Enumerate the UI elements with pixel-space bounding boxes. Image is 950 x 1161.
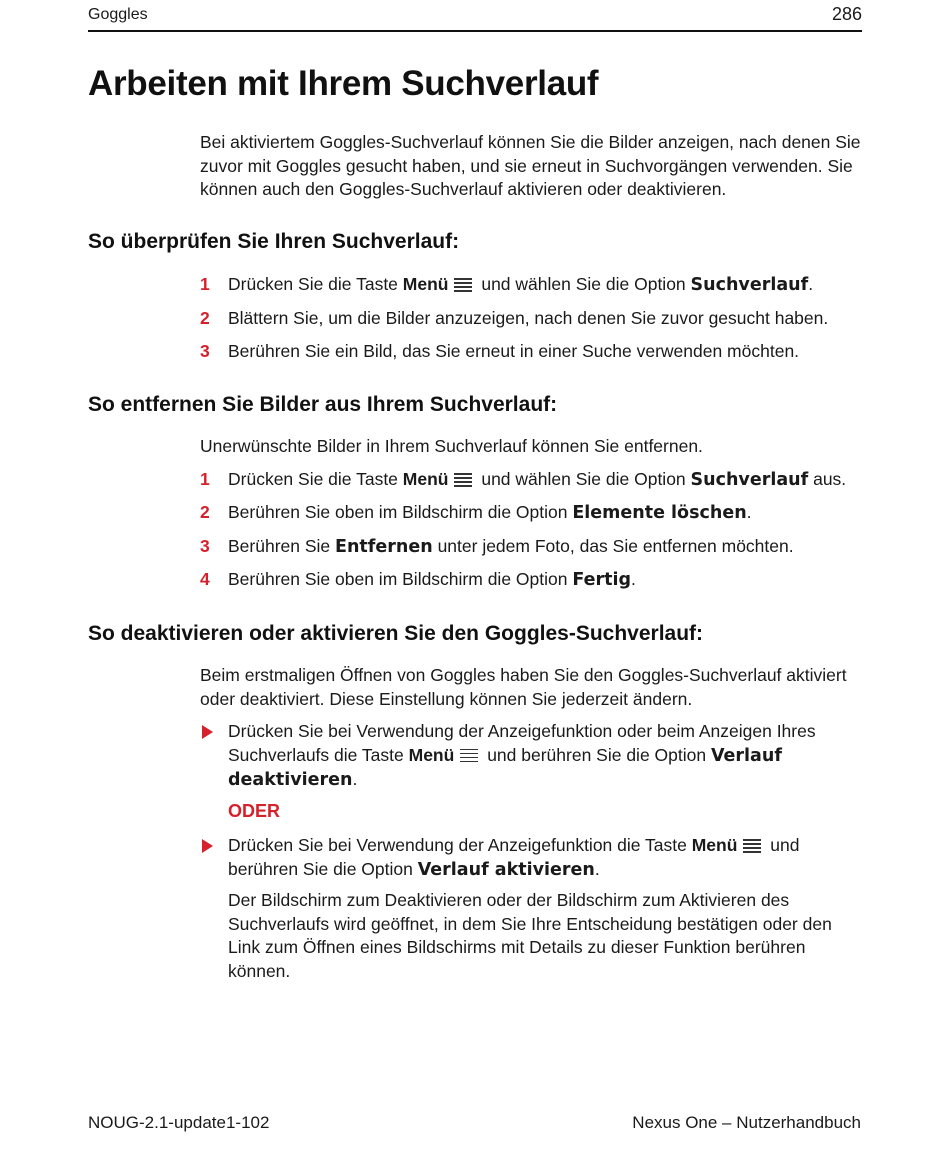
menu-key-label: Menü — [691, 835, 738, 855]
option-label: Suchverlauf — [690, 470, 809, 490]
note-paragraph: Der Bildschirm zum Deaktivieren oder der Bildschirm zum Aktivieren des Suchverlaufs wird geöffnet, in dem Sie Ihre Entscheidung bestätigen oder den Link zum Öffnen eines Bildschirms mit Details zu dieser Funktion berühren können. — [228, 890, 832, 981]
step-number: 1 — [200, 274, 210, 294]
step-number: 1 — [200, 469, 210, 489]
option-label: Suchverlauf — [690, 275, 809, 295]
option-label: Elemente löschen — [572, 503, 747, 523]
page-header — [88, 4, 862, 32]
menu-key-label: Menü — [402, 274, 449, 294]
section-intro: Beim erstmaligen Öffnen von Goggles haben Sie den Goggles-Suchverlauf aktiviert oder deaktiviert. Diese Einstellung können Sie jederzeit ändern. — [200, 665, 847, 709]
footer-manual-title: Nexus One – Nutzerhandbuch — [632, 1113, 861, 1132]
page-title: Arbeiten mit Ihrem Suchverlauf — [88, 64, 599, 103]
step-text: Blättern Sie, um die Bilder anzuzeigen, nach denen Sie zuvor gesucht haben. — [228, 308, 829, 328]
step-text: Drücken Sie die Taste Menü und wählen Sie die Option Suchverlauf aus. — [228, 469, 847, 490]
menu-key-label: Menü — [402, 469, 449, 489]
header-section-title: Goggles — [88, 6, 148, 23]
step-number: 2 — [200, 308, 210, 328]
menu-key-label: Menü — [408, 744, 455, 765]
page-number: 286 — [831, 4, 862, 24]
intro-paragraph: Bei aktiviertem Goggles-Suchverlauf können Sie die Bilder anzeigen, nach denen Sie zuvor mit Goggles gesucht haben, und sie erneut in Suchvorgängen verwenden. Sie können auch den Goggles-Suchverlauf aktivieren oder deaktivieren. — [200, 132, 861, 199]
option-label: Verlauf deaktivieren — [228, 745, 782, 790]
menu-icon — [460, 748, 478, 762]
or-label: ODER — [228, 801, 281, 821]
bullet-arrow-icon — [202, 725, 213, 739]
section-heading-check-history: So überprüfen Sie Ihren Suchverlauf: — [88, 230, 460, 253]
option-label: Verlauf aktivieren — [417, 859, 595, 880]
bullet-arrow-icon — [202, 839, 213, 853]
menu-icon — [454, 472, 472, 486]
option-label: Fertig — [572, 570, 631, 590]
bullet-text: Drücken Sie bei Verwendung der Anzeigefunktion die Taste Menü und berühren Sie die Option Verlauf aktivieren. — [228, 835, 800, 880]
step-number: 2 — [200, 502, 210, 522]
step-number: 3 — [200, 341, 210, 361]
menu-icon — [454, 277, 472, 291]
menu-icon — [743, 838, 761, 852]
step-number: 4 — [200, 569, 210, 589]
step-number: 3 — [200, 536, 210, 556]
section-heading-remove-images: So entfernen Sie Bilder aus Ihrem Suchverlauf: — [88, 393, 558, 416]
step-text: Berühren Sie oben im Bildschirm die Option Elemente löschen. — [228, 502, 752, 523]
step-text: Berühren Sie Entfernen unter jedem Foto, das Sie entfernen möchten. — [228, 536, 794, 557]
footer-document-id: NOUG-2.1-update1-102 — [88, 1113, 270, 1132]
bullet-text: Drücken Sie bei Verwendung der Anzeigefunktion oder beim Anzeigen Ihres Suchverlaufs die Taste Menü und berühren Sie die Option Verlauf deaktivieren. — [228, 721, 816, 790]
step-text: Berühren Sie oben im Bildschirm die Option Fertig. — [228, 569, 636, 590]
step-text: Berühren Sie ein Bild, das Sie erneut in einer Suche verwenden möchten. — [228, 341, 800, 361]
option-label: Entfernen — [335, 537, 433, 557]
section-intro: Unerwünschte Bilder in Ihrem Suchverlauf können Sie entfernen. — [200, 436, 703, 456]
section-heading-toggle-history: So deaktivieren oder aktivieren Sie den Goggles-Suchverlauf: — [88, 622, 704, 645]
step-text: Drücken Sie die Taste Menü und wählen Sie die Option Suchverlauf. — [228, 274, 814, 295]
